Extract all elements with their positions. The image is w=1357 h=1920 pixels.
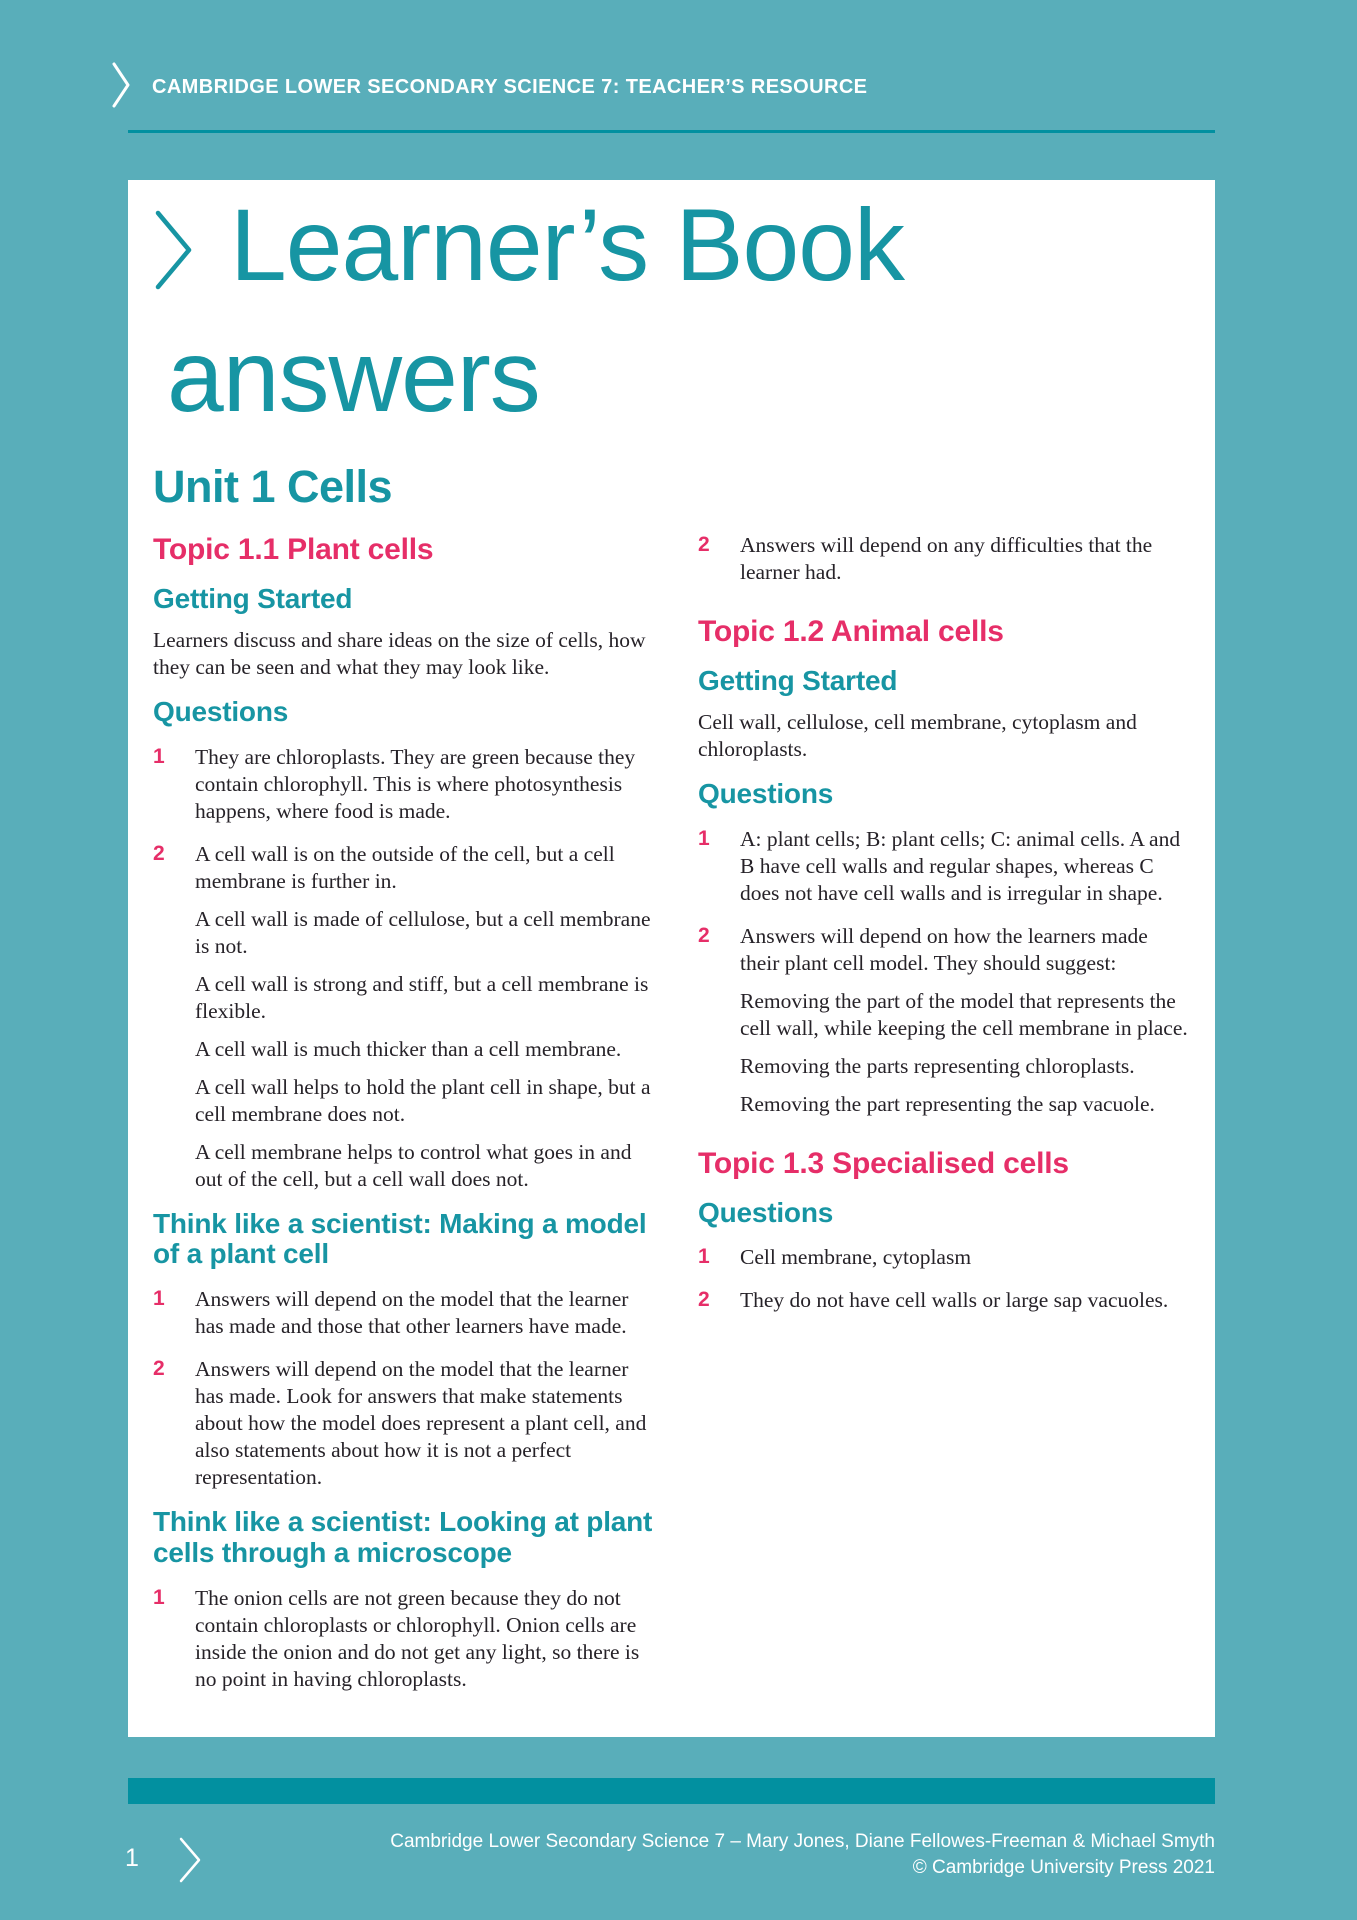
answer-number: 2 [698,533,710,556]
section-subheading: Think like a scientist: Making a model of a plant cell [153,1207,647,1270]
content-card [128,180,1215,1737]
answer-item [153,841,653,1193]
answer-paragraph: Cell membrane, cytoplasm [740,1245,972,1270]
section-subheading: Questions [153,695,289,727]
answer-paragraph: A cell wall is much thicker than a cell membrane. [195,1036,622,1061]
chevron-right-icon [112,62,130,108]
answer-paragraph: They are chloroplasts. They are green because they contain chlorophyll. This is where photosynthesis happens, where food is made. [195,744,636,823]
answer-item [698,1244,1190,1271]
section-subheading: Getting Started [153,583,353,614]
section-subheading: Questions [698,1196,834,1228]
answer-paragraph: A cell wall is strong and stiff, but a cell membrane is flexible. [195,971,649,1023]
answer-paragraph: Removing the part representing the sap vacuole. [740,1091,1155,1116]
footer-credit-line2: © Cambridge University Press 2021 [912,1857,1215,1878]
title-chevron-icon [155,210,193,295]
answer-paragraph: Removing the part of the model that represents the cell wall, while keeping the cell membrane in place. [740,988,1188,1040]
answer-paragraph: They do not have cell walls or large sap vacuoles. [740,1288,1169,1313]
answer-number: 1 [153,1287,165,1311]
answer-item [153,1356,653,1491]
topic-heading: Topic 1.1 Plant cells [153,533,434,566]
answer-text [740,532,1190,586]
page-title-line1: Learner’s Book [230,188,905,302]
answer-paragraph: Answers will depend on any difficulties that the learner had. [740,533,1153,584]
answer-number: 1 [153,1585,165,1609]
answer-text [195,1585,653,1693]
answer-number: 2 [153,1357,165,1381]
answer-number: 2 [698,1288,710,1312]
answer-number: 2 [698,923,710,947]
answer-paragraph: Answers will depend on how the learners made their plant cell model. They should suggest: [740,923,1148,975]
topic-heading: Topic 1.2 Animal cells [698,615,1004,648]
section-subheading: Getting Started [698,665,898,696]
column-left [153,532,653,1693]
answer-item [698,532,1190,586]
answer-paragraph: The onion cells are not green because they do not contain chloroplasts or chlorophyll. Onion cells are inside the onion and do not get any light, so there is no point in having chloroplasts. [195,1585,640,1691]
footer-chevron-icon [178,1836,202,1889]
answer-paragraph: A cell wall is made of cellulose, but a cell membrane is not. [195,906,651,958]
answer-text [740,826,1190,907]
answer-text [195,841,653,1193]
chevron-right-icon [178,1836,202,1884]
answers-columns [153,532,1190,1693]
answer-paragraph: A cell wall is on the outside of the cell, but a cell membrane is further in. [195,841,615,893]
answer-paragraph: A cell wall helps to hold the plant cell in shape, but a cell membrane does not. [195,1074,651,1126]
answer-item [153,744,653,825]
paragraph: Cell wall, cellulose, cell membrane, cytoplasm and chloroplasts. [698,709,1137,761]
answer-paragraph: A: plant cells; B: plant cells; C: animal cells. A and B have cell walls and regular shapes, whereas C does not have cell walls and is irregular in shape. [740,826,1181,905]
answer-number: 1 [698,826,710,850]
answer-paragraph: A cell membrane helps to control what goes in and out of the cell, but a cell wall does not. [195,1139,632,1191]
answer-text [740,1244,1190,1271]
answer-paragraph: Removing the parts representing chloroplasts. [740,1053,1135,1078]
unit-heading: Unit 1 Cells [153,461,393,512]
answer-paragraph: Answers will depend on the model that the learner has made. Look for answers that make statements about how the model does represent a plant cell, and also statements about how it is not a perfect representation. [195,1357,647,1490]
answer-item [153,1286,653,1340]
footer-bar [128,1778,1215,1804]
paragraph: Learners discuss and share ideas on the size of cells, how they can be seen and what they may look like. [153,627,646,679]
section-subheading: Think like a scientist: Looking at plant cells through a microscope [153,1506,653,1568]
answer-text [195,1356,653,1491]
answer-number: 2 [153,841,165,865]
running-header-title: CAMBRIDGE LOWER SECONDARY SCIENCE 7: TEACHER’S RESOURCE [152,76,868,98]
header-divider-rule [128,130,1215,133]
answer-item [698,826,1190,907]
answer-number: 1 [153,744,165,768]
answer-item [698,923,1190,1118]
answer-text [740,1287,1190,1314]
chevron-right-icon [155,210,193,290]
page-number: 1 [125,1844,139,1872]
column-right [698,532,1190,1693]
header-chevron-icon [112,62,130,113]
answer-text [740,923,1190,1118]
section-subheading: Questions [698,777,834,809]
footer-credit-line1: Cambridge Lower Secondary Science 7 – Mary Jones, Diane Fellowes-Freeman & Michael Smyth [390,1831,1215,1852]
topic-heading: Topic 1.3 Specialised cells [698,1146,1069,1180]
answer-item [698,1287,1190,1314]
answer-item [153,1585,653,1693]
footer-credit [390,1829,1215,1881]
page-title-line2: answers [167,319,540,433]
answer-number: 1 [698,1245,710,1269]
answer-text [195,744,653,825]
answer-paragraph: Answers will depend on the model that the learner has made and those that other learners have made. [195,1287,629,1339]
answer-text [195,1286,653,1340]
